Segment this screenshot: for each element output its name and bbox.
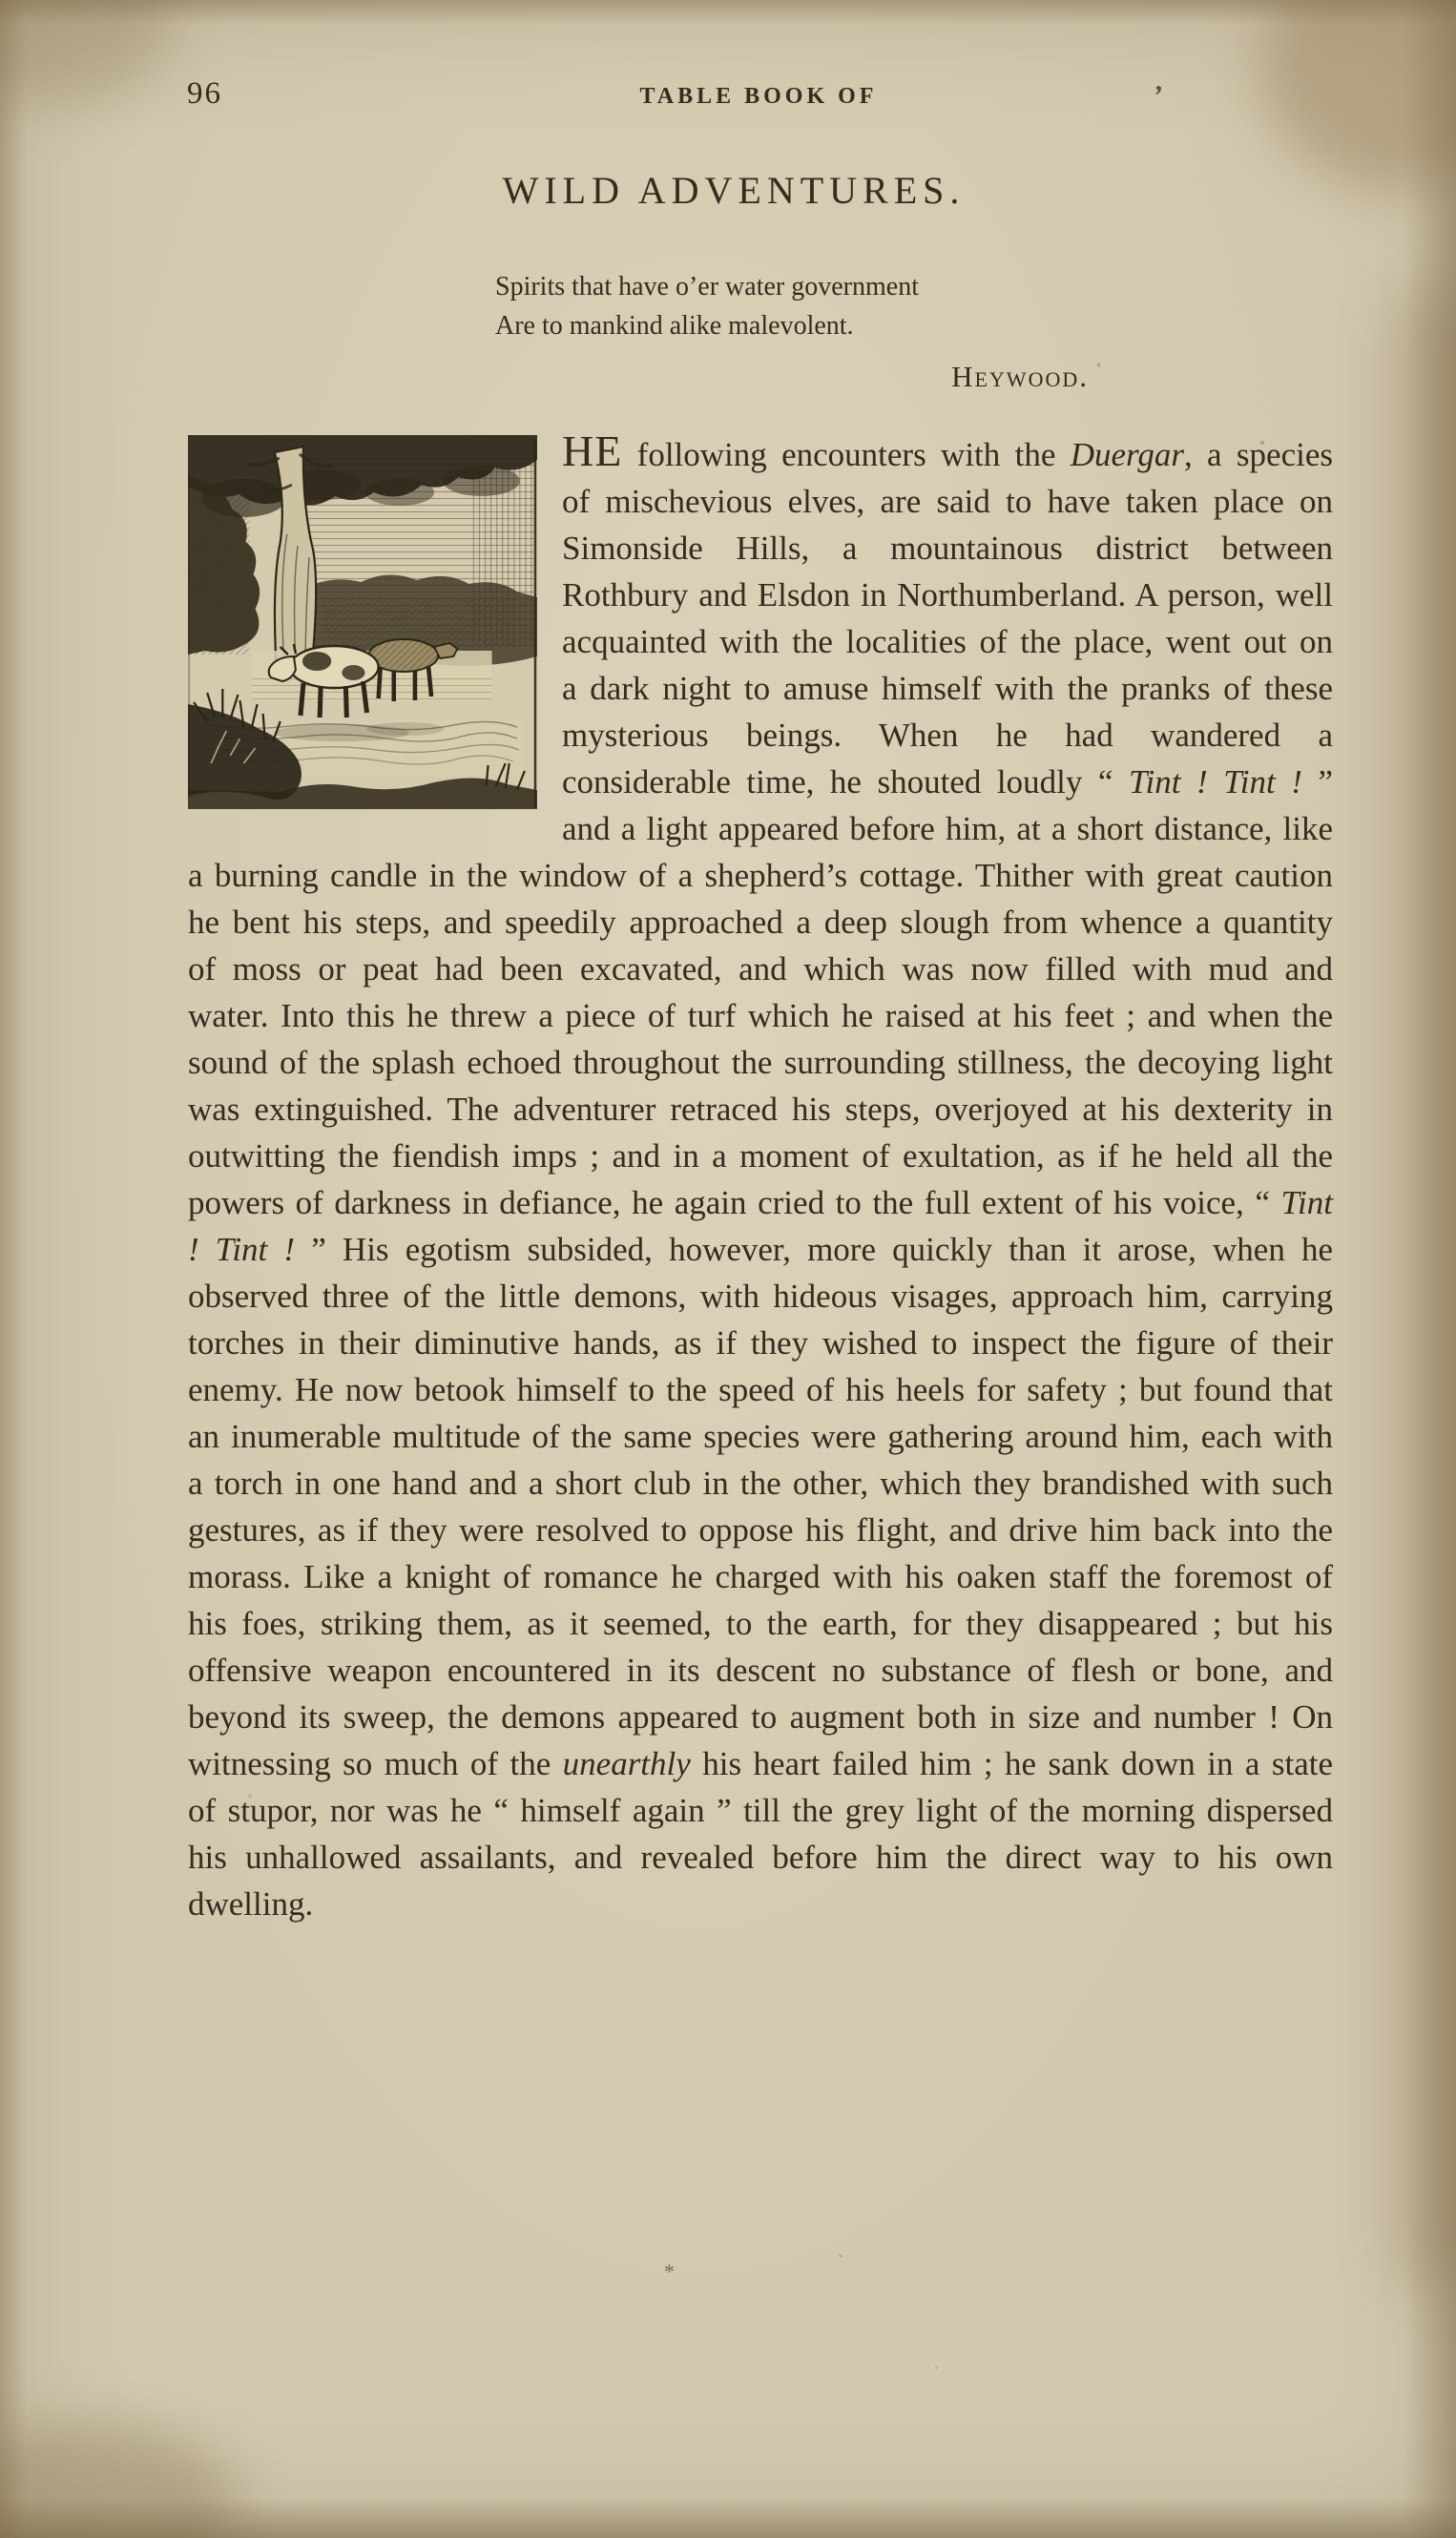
body-text-segment: ” His egotism subsided, however, more quickly than it arose, when he observed three of the little demons, with hideous visages, approach him, carrying torches in their diminutive hands, as if they wished to inspect the figure of their enemy. He now betook himself to the speed of his heels for safety ; but found that an inumerable multitude of the same species were gathering around him, each with a torch in one hand and a short club in the other, which they brandished with such gestures, as if they were resolved to oppose his flight, and drive him back into the morass. Like a knight of romance he charged with his oaken staff the foremost of his foes, striking them, as it seemed, to the earth, for they disappeared ; but his offensive weapon encountered in its descent no substance of flesh or bone, and beyond its sweep, the demons appeared to augment both in size and number ! On witnessing so much of the bbox=[188, 1231, 1333, 1782]
epigraph-line: Spirits that have o’er water government bbox=[495, 272, 919, 302]
page-number: 96 bbox=[187, 76, 222, 111]
paper-stain bbox=[935, 2366, 938, 2369]
body-text-segment: following encounters with the bbox=[622, 436, 1071, 473]
ink-speck-mark: ʼ bbox=[1153, 80, 1162, 112]
body-text-segment: unearthly bbox=[562, 1745, 691, 1782]
body-text-segment: , a species of mischevious elves, are said to have taken place on Simonside Hills, a mountainous district between Rothbury and Elsdon in Northumberland. A person, well acquainted with the localities of the place, went out on a dark night to amuse himself with the pranks of these mysterious beings. When he had wandered a considerable time, he shouted loudly “ bbox=[562, 436, 1333, 801]
ink-speck-mark: * bbox=[664, 2259, 675, 2283]
epigraph-line: Are to mankind alike malevolent. bbox=[495, 311, 854, 341]
body-text-segment: Tint ! Tint ! bbox=[1129, 763, 1302, 801]
body-text-segment: Tint ! Tint ! bbox=[188, 1184, 1333, 1268]
paper-stain bbox=[1395, 286, 1456, 2290]
epigraph-attribution: Heywood. bbox=[951, 360, 1089, 393]
body-text-segment: HE bbox=[562, 426, 623, 475]
body-text-segment: ” and a light appeared before him, at a short distance, like a burning candle in the window of a shepherd’s cottage. Thither with great caution he bent his steps, and speedily approached a deep slough from whence a quantity of moss or peat had been excavated, and which was now filled with mud and water. Into this he threw a piece of turf which he raised at his feet ; and when the sound of the splash echoed throughout the surrounding stillness, the decoying light was extinguished. The adventurer retraced his steps, overjoyed at his dexterity in outwitting the fiendish imps ; and in a moment of exultation, as if he held all the powers of darkness in defiance, he again cried to the full extent of his voice, “ bbox=[188, 763, 1334, 1221]
woodcut-illustration-cattle-under-trees bbox=[188, 435, 537, 809]
article-title: WILD ADVENTURES. bbox=[502, 169, 966, 212]
article-body bbox=[188, 426, 1334, 1927]
epigraph bbox=[495, 267, 1106, 396]
ink-speck-mark: ˋ bbox=[838, 2252, 843, 2271]
body-text-segment: his heart failed him ; he sank down in a state of stupor, nor was he “ himself again ” till the grey light of the morning dispersed his unhallowed assailants, and revealed before him the direct way to his own dwelling. bbox=[188, 1745, 1333, 1923]
paper-stain bbox=[0, 2424, 239, 2538]
body-text-segment: Duergar bbox=[1070, 436, 1184, 473]
running-head: TABLE BOOK OF bbox=[639, 84, 878, 109]
